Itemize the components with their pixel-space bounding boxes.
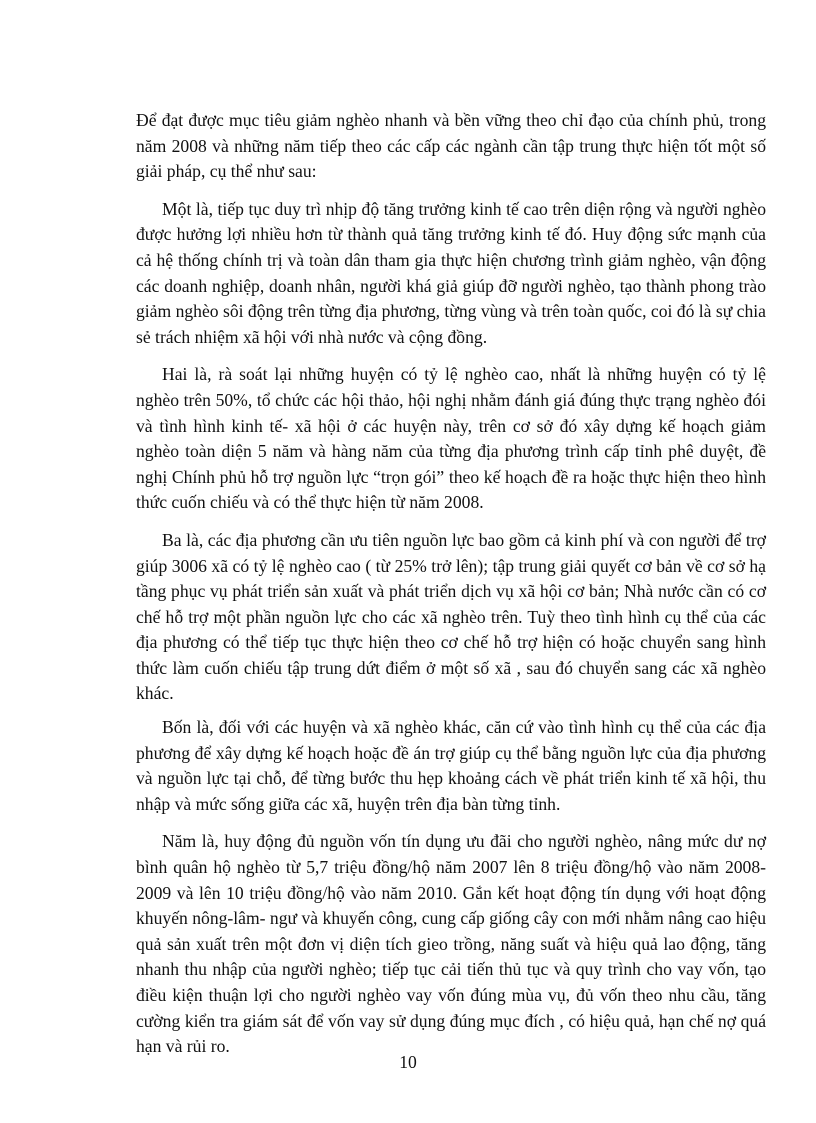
paragraph-solution-4: Bốn là, đối với các huyện và xã nghèo khác, căn cứ vào tình hình cụ thể của các địa phương để xây dựng kế hoạch hoặc đề án trợ giúp cụ thể bằng nguồn lực của địa phương và nguồn lực tại chỗ, để từng bước thu hẹp khoảng cách về phát triển kinh tế xã hội, thu nhập và mức sống giữa các xã, huyện trên địa bàn từng tỉnh. — [136, 717, 766, 814]
paragraph-solution-5: Năm là, huy động đủ nguồn vốn tín dụng ưu đãi cho người nghèo, nâng mức dư nợ bình quân hộ nghèo từ 5,7 triệu đồng/hộ năm 2007 lên 8 triệu đồng/hộ vào năm 2008-2009 và lên 10 triệu đồng/hộ vào năm 2010. Gắn kết hoạt động tín dụng với hoạt động khuyến nông-lâm- ngư và khuyến công, cung cấp giống cây con mới nhằm nâng cao hiệu quả sản xuất trên một đơn vị diện tích gieo trồng, năng suất và hiệu quả lao động, tăng nhanh thu nhập của người nghèo; tiếp tục cải tiến thủ tục và quy trình cho vay vốn, tạo điều kiện thuận lợi cho người nghèo vay vốn đúng mùa vụ, đủ vốn theo nhu cầu, tăng cường kiển tra giám sát để vốn vay sử dụng đúng mục đích , có hiệu quả, hạn chế nợ quá hạn và rủi ro. — [136, 831, 766, 1057]
paragraph-solution-2: Hai là, rà soát lại những huyện có tỷ lệ nghèo cao, nhất là những huyện có tỷ lệ nghèo trên 50%, tổ chức các hội thảo, hội nghị nhằm đánh giá đúng thực trạng nghèo đói và tình hình kinh tế- xã hội ở các huyện này, trên cơ sở đó xây dựng kế hoạch giảm nghèo toàn diện 5 năm và hàng năm của từng địa phương trình cấp tỉnh phê duyệt, đề nghị Chính phủ hỗ trợ nguồn lực “trọn gói” theo kế hoạch đề ra hoặc thực hiện theo hình thức cuốn chiếu và có thể thực hiện từ năm 2008. — [136, 364, 766, 513]
paragraph-solution-3: Ba là, các địa phương cần ưu tiên nguồn lực bao gồm cả kinh phí và con người để trợ giúp 3006 xã có tỷ lệ nghèo cao ( từ 25% trở lên); tập trung giải quyết cơ bản về cơ sở hạ tầng phục vụ phát triển sản xuất và phát triển dịch vụ xã hội cơ bản; Nhà nước cần có cơ chế hỗ trợ một phần nguồn lực cho các xã nghèo trên. Tuỳ theo tình hình cụ thể của các địa phương có thể tiếp tục thực hiện theo cơ chế hỗ trợ hiện có hoặc chuyển sang hình thức làm cuốn chiếu tập trung dứt điểm ở một số xã , sau đó chuyển sang các xã nghèo khác. — [136, 529, 766, 704]
document-body — [136, 108, 766, 1072]
paragraph-intro: Để đạt được mục tiêu giảm nghèo nhanh và bền vững theo chỉ đạo của chính phủ, trong năm 2008 và những năm tiếp theo các cấp các ngành cần tập trung thực hiện tốt một số giải pháp, cụ thể như sau: — [136, 110, 766, 182]
page-number: 10 — [399, 1052, 417, 1072]
paragraph-solution-1: Một là, tiếp tục duy trì nhịp độ tăng trưởng kinh tế cao trên diện rộng và người nghèo được hưởng lợi nhiều hơn từ thành quả tăng trưởng kinh tế đó. Huy động sức mạnh của cả hệ thống chính trị và toàn dân tham gia thực hiện chương trình giảm nghèo, vận động các doanh nghiệp, doanh nhân, người khá giả giúp đỡ người nghèo, tạo thành phong trào giảm nghèo sôi động trên từng địa phương, từng vùng và trên toàn quốc, coi đó là sự chia sẻ trách nhiệm xã hội với nhà nước và cộng đồng. — [136, 198, 766, 347]
